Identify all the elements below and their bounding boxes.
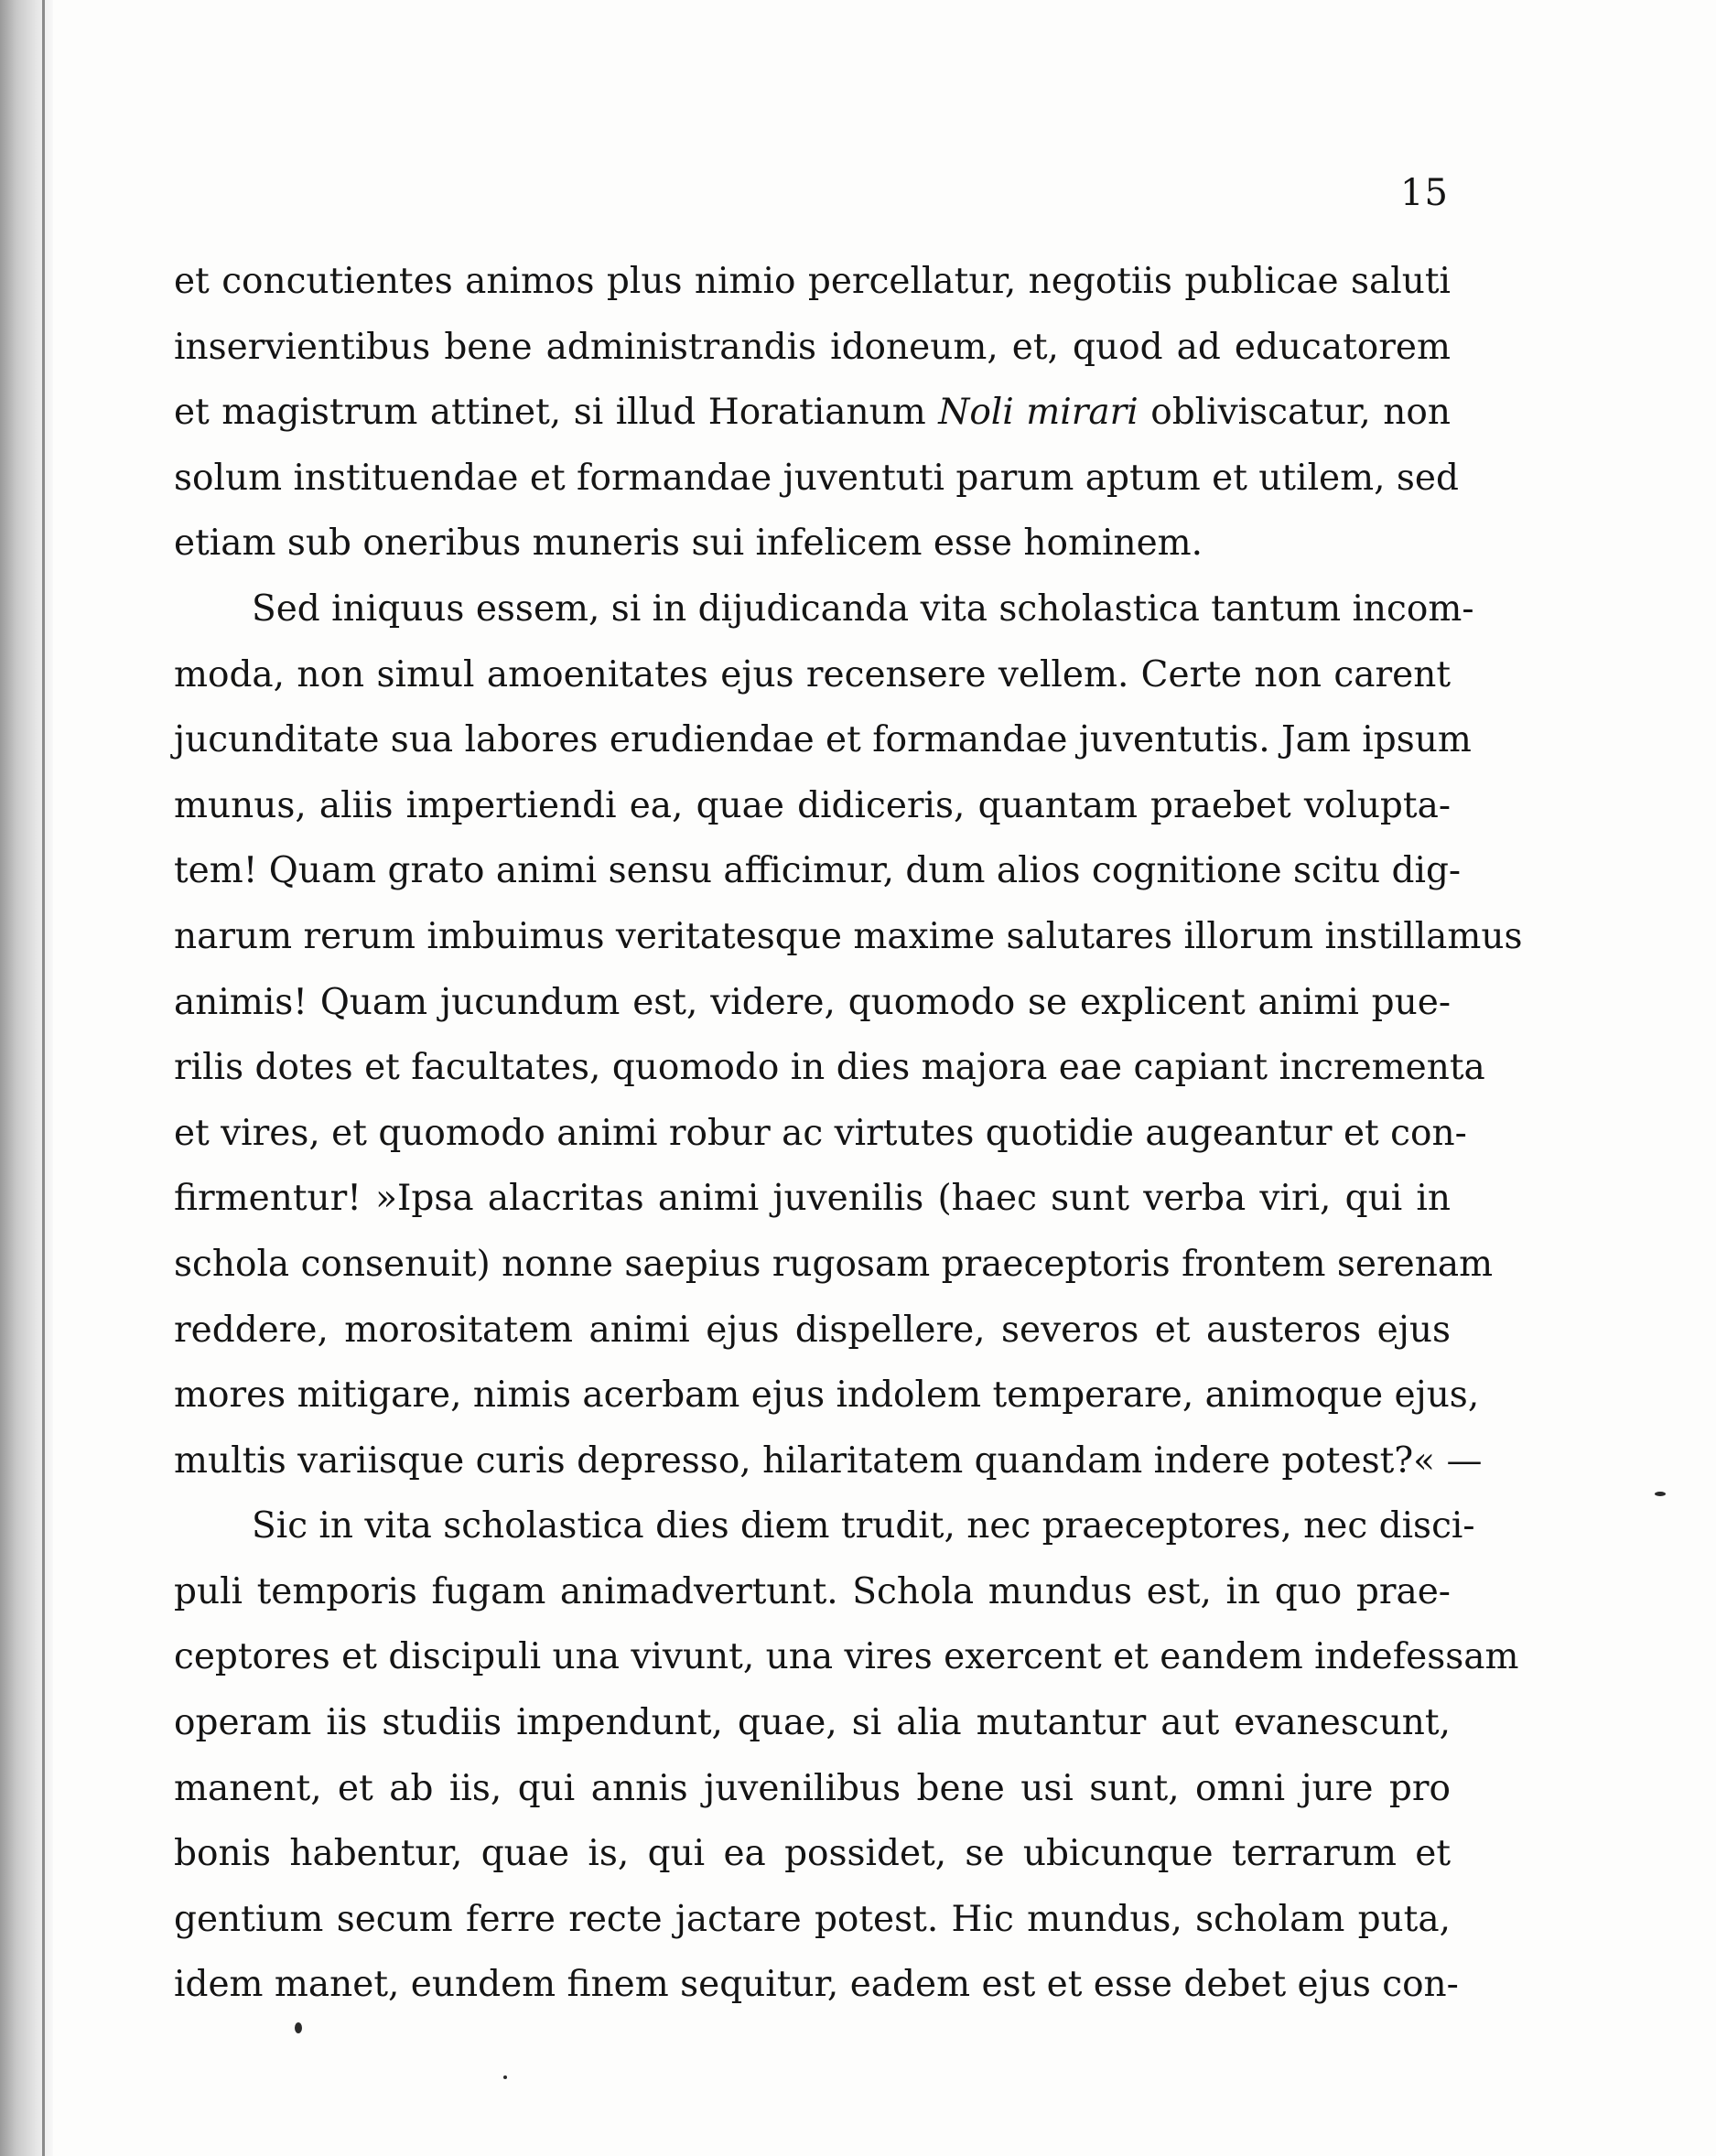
text-line: munus, aliis impertiendi ea, quae didiceris, quantam praebet volupta- <box>174 784 1451 826</box>
text-line: rilis dotes et facultates, quomodo in dies majora eae capiant incrementa <box>174 1047 1485 1089</box>
text-line: mores mitigare, nimis acerbam ejus indolem temperare, animoque ejus, <box>174 1374 1480 1417</box>
text-line: idem manet, eundem finem sequitur, eadem est et esse debet ejus con- <box>174 1964 1459 2006</box>
text-line: manent, et ab iis, qui annis juvenilibus bene usi sunt, omni jure pro <box>174 1767 1451 1809</box>
text-line: bonis habentur, quae is, qui ea possidet, se ubicunque terrarum et <box>174 1833 1451 1875</box>
text-line: ceptores et discipuli una vivunt, una vires exercent et eandem indefessam <box>174 1636 1519 1678</box>
text-segment: et magistrum attinet, si illud Horatianum <box>174 392 939 434</box>
text-line: jucunditate sua labores erudiendae et formandae juventutis. Jam ipsum <box>174 719 1472 761</box>
text-line: animis! Quam jucundum est, videre, quomodo se explicent animi pue- <box>174 981 1451 1023</box>
body-text <box>174 249 1523 2018</box>
paragraph-start-line: Sic in vita scholastica dies diem trudit, nec praeceptores, nec disci- <box>252 1505 1475 1547</box>
text-line: reddere, morositatem animi ejus dispellere, severos et austeros ejus <box>174 1309 1451 1351</box>
text-line: moda, non simul amoenitates ejus recensere vellem. Certe non carent <box>174 653 1451 695</box>
text-line <box>174 380 1451 446</box>
text-line: et vires, et quomodo animi robur ac virtutes quotidie augeantur et con- <box>174 1112 1467 1154</box>
italic-quote: Noli mirari <box>938 392 1139 434</box>
binding-gutter <box>0 0 53 2156</box>
text-line: solum instituendae et formandae juventuti parum aptum et utilem, sed <box>174 457 1459 499</box>
text-line: etiam sub oneribus muneris sui infelicem esse hominem. <box>174 523 1203 565</box>
paper-speck <box>1655 1492 1666 1496</box>
text-line: firmentur! »Ipsa alacritas animi juvenilis (haec sunt verba viri, qui in <box>174 1178 1451 1220</box>
text-line: gentium secum ferre recte jactare potest. Hic mundus, scholam puta, <box>174 1898 1451 1940</box>
page-number: 15 <box>1400 172 1449 214</box>
paragraph-start-line: Sed iniquus essem, si in dijudicanda vita scholastica tantum incom- <box>252 588 1474 630</box>
text-line: operam iis studiis impendunt, quae, si alia mutantur aut evanescunt, <box>174 1702 1451 1744</box>
text-line: puli temporis fugam animadvertunt. Schola mundus est, in quo prae- <box>174 1570 1451 1612</box>
gutter-edge-line <box>42 0 45 2156</box>
paper-speck <box>503 2075 507 2079</box>
text-line: schola consenuit) nonne saepius rugosam praeceptoris frontem serenam <box>174 1243 1494 1285</box>
text-segment: obliviscatur, non <box>1138 392 1452 434</box>
text-line: tem! Quam grato animi sensu afficimur, dum alios cognitione scitu dig- <box>174 850 1462 892</box>
text-line: multis variisque curis depresso, hilaritatem quandam indere potest?« — <box>174 1439 1483 1482</box>
paper-speck <box>295 2022 302 2033</box>
text-line: et concutientes animos plus nimio percellatur, negotiis publicae saluti <box>174 261 1451 302</box>
text-line: narum rerum imbuimus veritatesque maxime salutares illorum instillamus <box>174 915 1523 957</box>
text-line: inservientibus bene administrandis idoneum, et, quod ad educatorem <box>174 326 1451 368</box>
